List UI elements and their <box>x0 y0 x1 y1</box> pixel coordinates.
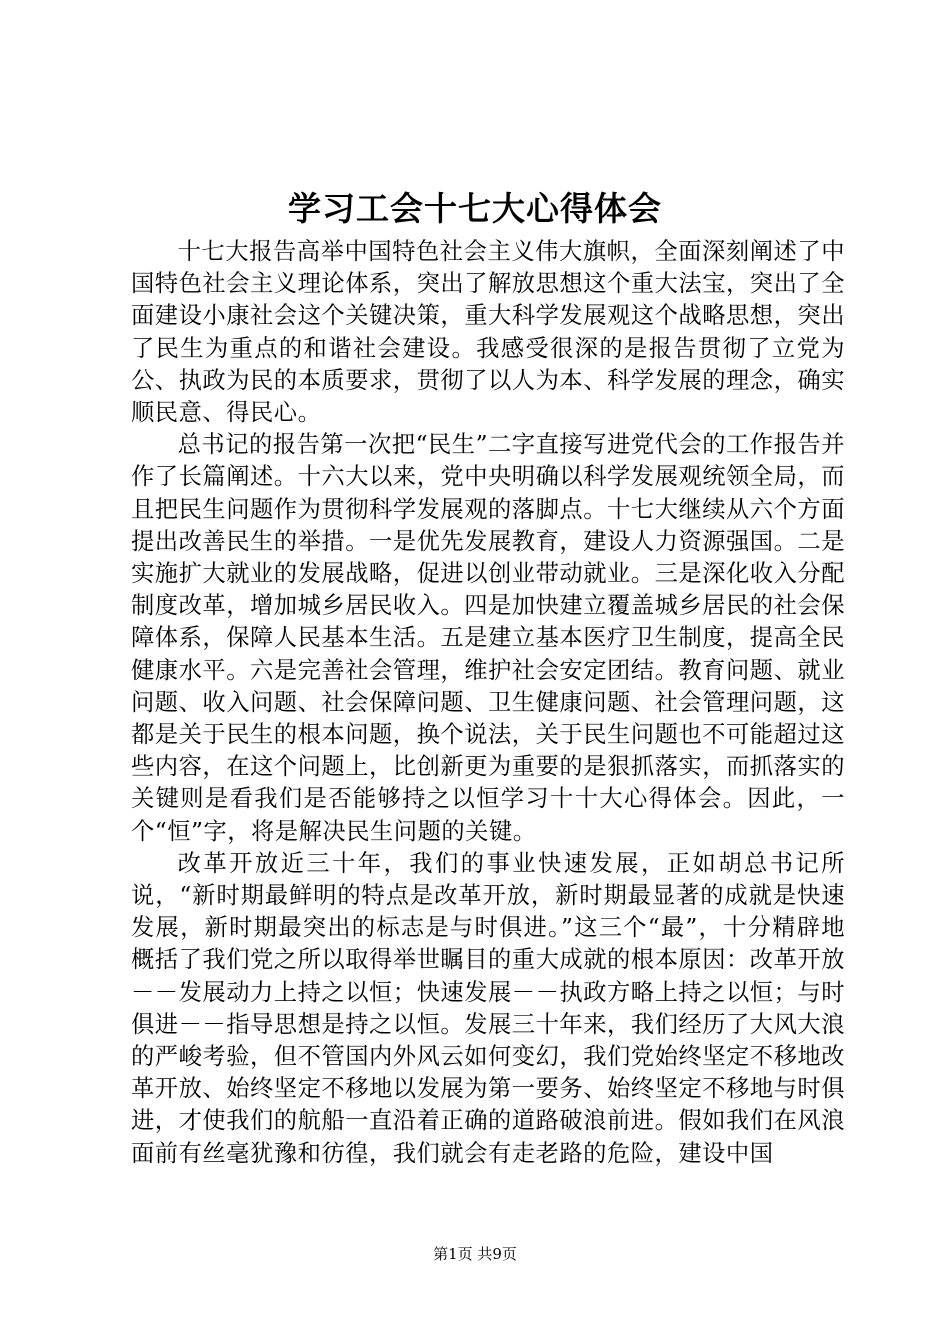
paragraph-3: 改革开放近三十年，我们的事业快速发展，正如胡总书记所说，“新时期最鲜明的特点是改革开放，新时期最显著的成就是快速发展，新时期最突出的标志是与时俱进。”这三个“最”，十分精辟地概括了我们党之所以取得举世瞩目的重大成就的根本原因：改革开放－－发展动力上持之以恒；快速发展－－执政方略上持之以恒；与时俱进－－指导思想是持之以恒。发展三十年来，我们经历了大风大浪的严峻考验，但不管国内外风云如何变幻，我们党始终坚定不移地改革开放、始终坚定不移地以发展为第一要务、始终坚定不移地与时俱进，才使我们的航船一直沿着正确的道路破浪前进。假如我们在风浪面前有丝毫犹豫和彷徨，我们就会有走老路的危险，建设中国 <box>131 849 845 1167</box>
page-number-footer: 第1页 共9页 <box>433 1245 517 1263</box>
document-body <box>131 236 845 1170</box>
paragraph-2: 总书记的报告第一次把“民生”二字直接写进党代会的工作报告并作了长篇阐述。十六大以来，党中央明确以科学发展观统领全局，而且把民生问题作为贯彻科学发展观的落脚点。十七大继续从六个方面提出改善民生的举措。一是优先发展教育，建设人力资源强国。二是实施扩大就业的发展战略，促进以创业带动就业。三是深化收入分配制度改革，增加城乡居民收入。四是加快建立覆盖城乡居民的社会保障体系，保障人民基本生活。五是建立基本医疗卫生制度，提高全民健康水平。六是完善社会管理，维护社会安定团结。教育问题、就业问题、收入问题、社会保障问题、卫生健康问题、社会管理问题，这都是关于民生的根本问题，换个说法，关于民生问题也不可能超过这些内容，在这个问题上，比创新更为重要的是狠抓落实，而抓落实的关键则是看我们是否能够持之以恒学习十十大心得体会。因此，一个“恒”字，将是解决民生问题的关键。 <box>131 431 845 845</box>
document-title: 学习工会十七大心得体会 <box>288 189 662 228</box>
paragraph-1: 十七大报告高举中国特色社会主义伟大旗帜，全面深刻阐述了中国特色社会主义理论体系，突出了解放思想这个重大法宝，突出了全面建设小康社会这个关键决策，重大科学发展观这个战略思想，突出了民生为重点的和谐社会建设。我感受很深的是报告贯彻了立党为公、执政为民的本质要求，贯彻了以人为本、科学发展的理念，确实顺民意、得民心。 <box>131 238 845 427</box>
